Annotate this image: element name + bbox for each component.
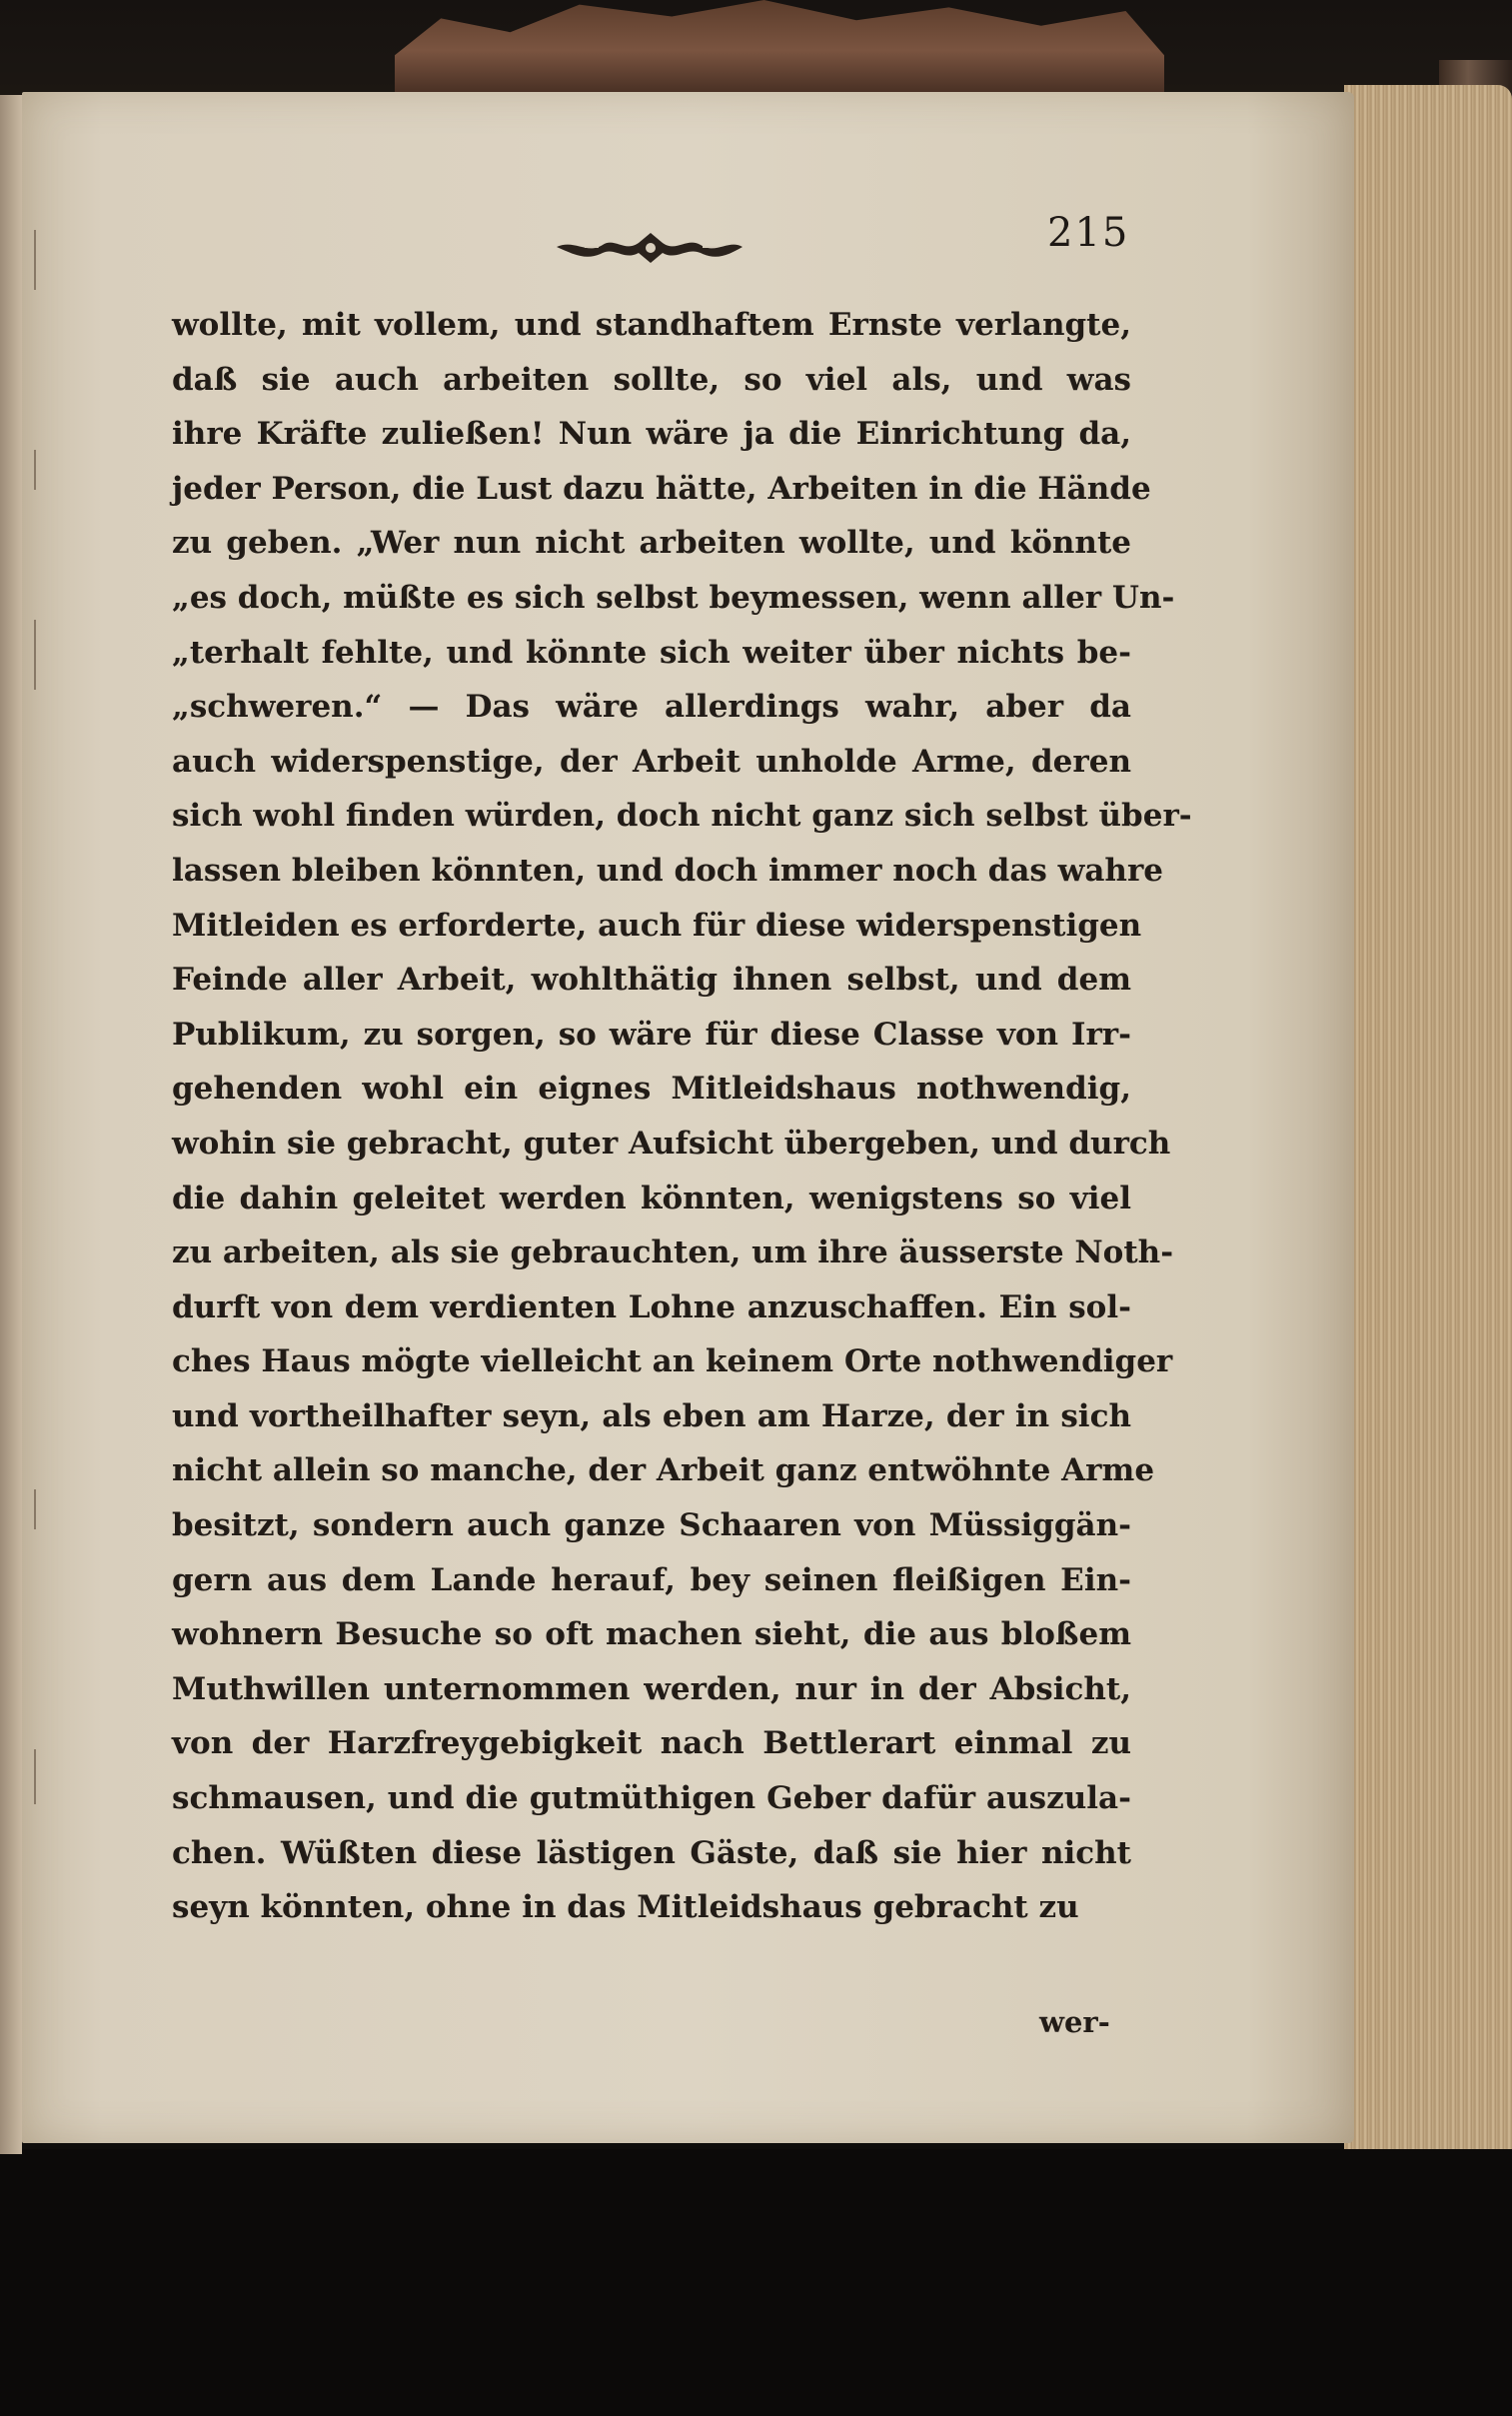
text-line: die dahin geleitet werden könnten, wenigstens so viel	[172, 1180, 1131, 1216]
text-line: Feinde aller Arbeit, wohlthätig ihnen selbst, und dem	[172, 962, 1131, 999]
text-line: „es doch, müßte es sich selbst beymessen, wenn aller Un-	[172, 579, 1175, 616]
page-body-text	[172, 298, 1192, 1935]
text-line: „schweren.“ — Das wäre allerdings wahr, aber da	[172, 689, 1131, 726]
text-line: schmausen, und die gutmüthigen Geber dafür auszula-	[172, 1780, 1131, 1817]
text-line: durft von dem verdienten Lohne anzuschaffen. Ein sol-	[172, 1288, 1131, 1325]
text-line: wollte, mit vollem, und standhaftem Ernste verlangte,	[172, 307, 1131, 343]
text-line: und vortheilhafter seyn, als eben am Harze, der in sich	[172, 1397, 1131, 1434]
text-line: zu geben. „Wer nun nicht arbeiten wollte, und könnte	[172, 525, 1131, 562]
page-number: 215	[1047, 210, 1130, 256]
text-line: „terhalt fehlte, und könnte sich weiter über nichts be-	[172, 634, 1131, 671]
text-line: ihre Kräfte zuließen! Nun wäre ja die Einrichtung da,	[172, 416, 1131, 453]
text-line: jeder Person, die Lust dazu hätte, Arbeiten in die Hände	[172, 470, 1151, 507]
text-line: zu arbeiten, als sie gebrauchten, um ihre äusserste Noth-	[172, 1234, 1174, 1271]
text-line: besitzt, sondern auch ganze Schaaren von Müssiggän-	[172, 1507, 1131, 1544]
text-line: wohin sie gebracht, guter Aufsicht übergeben, und durch	[172, 1125, 1171, 1162]
text-line: lassen bleiben könnten, und doch immer noch das wahre	[172, 852, 1164, 889]
text-line: chen. Wüßten diese lästigen Gäste, daß sie hier nicht	[172, 1834, 1131, 1871]
catchword: wer-	[1039, 2005, 1110, 2039]
scan-background-bottom	[0, 2149, 1512, 2416]
facing-page-edge	[0, 95, 22, 2154]
text-line: gern aus dem Lande herauf, bey seinen fleißigen Ein-	[172, 1561, 1131, 1598]
ornament-icon	[555, 225, 745, 267]
text-line: nicht allein so manche, der Arbeit ganz entwöhnte Arme	[172, 1452, 1155, 1489]
page-block-edges	[1344, 85, 1512, 2184]
text-line: Mitleiden es erforderte, auch für diese widerspenstigen	[172, 907, 1142, 944]
text-line: sich wohl finden würden, doch nicht ganz sich selbst über-	[172, 798, 1192, 835]
text-line: daß sie auch arbeiten sollte, so viel als, und was	[172, 361, 1131, 398]
text-line: seyn könnten, ohne in das Mitleidshaus gebracht zu	[172, 1889, 1079, 1926]
gutter-marks	[34, 230, 40, 1829]
text-line: Muthwillen unternommen werden, nur in der Absicht,	[172, 1670, 1131, 1707]
text-line: gehenden wohl ein eignes Mitleidshaus nothwendig,	[172, 1071, 1131, 1108]
text-line: von der Harzfreygebigkeit nach Bettlerart einmal zu	[172, 1725, 1131, 1762]
text-line: auch widerspenstige, der Arbeit unholde Arme, deren	[172, 743, 1131, 780]
text-line: Publikum, zu sorgen, so wäre für diese Classe von Irr-	[172, 1016, 1131, 1053]
text-line: wohnern Besuche so oft machen sieht, die aus bloßem	[172, 1616, 1131, 1653]
text-line: ches Haus mögte vielleicht an keinem Orte nothwendiger	[172, 1343, 1173, 1380]
